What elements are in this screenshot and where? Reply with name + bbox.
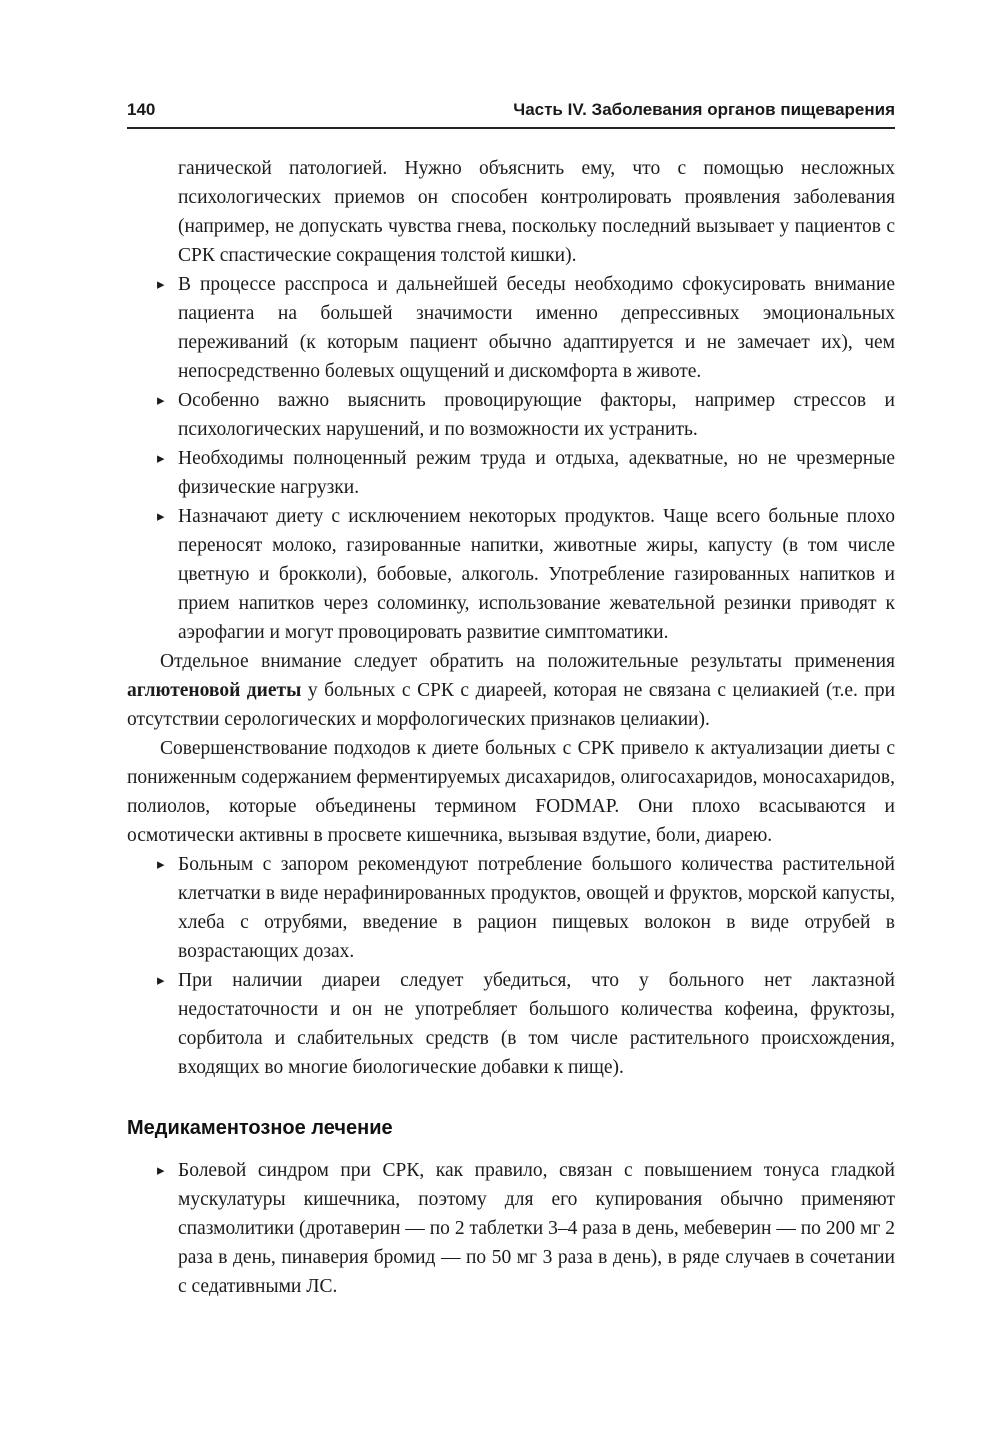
bullet-marker-icon: ▸ (157, 971, 165, 989)
bullet-text (178, 970, 895, 1078)
page-content (127, 129, 895, 1301)
page-number: 140 (127, 100, 156, 119)
bullet-item (127, 386, 895, 444)
bullet-marker-icon: ▸ (157, 275, 165, 293)
bullet-item (127, 502, 895, 647)
text-run-bold: аглютеновой диеты (127, 680, 302, 701)
body-paragraph (127, 734, 895, 850)
text-run: ганической патологией. Нужно объяснить ему, что с помощью несложных психологических приемов он способен контролировать проявления заболевания (например, не допускать чувства гнева, поскольку последний вызывает у пациентов с СРК спастические сокращения толстой кишки). (178, 158, 895, 266)
text-run: Необходимы полноценный режим труда и отдыха, адекватные, но не чрезмерные физические нагрузки. (178, 448, 895, 498)
text-run: При наличии диареи следует убедиться, что у больного нет лактазной недостаточности и он не употребляет большого количества кофеина, фруктозы, сорбитола и слабительных средств (в том числе растительного происхождения, входящих во многие биологические добавки к пище). (178, 970, 895, 1078)
bullet-text (178, 854, 895, 962)
bullet-text (178, 1160, 895, 1297)
text-run: Особенно важно выяснить провоцирующие факторы, например стрессов и психологических нарушений, и по возможности их устранить. (178, 390, 895, 440)
bullet-marker-icon: ▸ (157, 855, 165, 873)
continuation-paragraph (178, 154, 895, 270)
bullet-marker-icon: ▸ (157, 449, 165, 467)
running-header (127, 100, 895, 129)
bullet-marker-icon: ▸ (157, 507, 165, 525)
bullet-text (178, 390, 895, 440)
bullet-text (178, 448, 895, 498)
text-run: Совершенствование подходов к диете больных с СРК привело к актуализации диеты с пониженным содержанием ферментируемых дисахаридов, олигосахаридов, моносахаридов, полиолов, которые объединены термином FODMAP. Они плохо всасываются и осмотически активны в просвете кишечника, вызывая вздутие, боли, диарею. (127, 738, 895, 846)
text-run: Отдельное внимание следует обратить на положительные результаты применения (160, 651, 895, 672)
bullet-item (127, 1156, 895, 1301)
text-run: Болевой синдром при СРК, как правило, связан с повышением тонуса гладкой мускулатуры кишечника, поэтому для его купирования обычно применяют спазмолитики (дротаверин — по 2 таблетки 3–4 раза в день, мебеверин — по 200 мг 2 раза в день, пинаверия бромид — по 50 мг 3 раза в день), в ряде случаев в сочетании с седативными ЛС. (178, 1160, 895, 1297)
bullet-text (178, 506, 895, 643)
bullet-text (178, 274, 895, 382)
bullet-item (127, 850, 895, 966)
text-run: В процессе расспроса и дальнейшей беседы необходимо сфокусировать внимание пациента на большей значимости именно депрессивных эмоциональных переживаний (к которым пациент обычно адаптируется и не замечает их), чем непосредственно болевых ощущений и дискомфорта в животе. (178, 274, 895, 382)
bullet-marker-icon: ▸ (157, 1161, 165, 1179)
text-run: Назначают диету с исключением некоторых продуктов. Чаще всего больные плохо переносят молоко, газированные напитки, животные жиры, капусту (в том числе цветную и брокколи), бобовые, алкоголь. Употребление газированных напитков и прием напитков через соломинку, использование жевательной резинки приводят к аэрофагии и могут провоцировать развитие симптоматики. (178, 506, 895, 643)
text-run: у больных с СРК с диареей, которая не связана с целиакией (т.е. при отсутствии серологических и морфологических признаков целиакии). (127, 680, 896, 730)
text-run: Больным с запором рекомендуют потребление большого количества растительной клетчатки в виде нерафинированных продуктов, овощей и фруктов, морской капусты, хлеба с отрубями, введение в рацион пищевых волокон в виде отрубей в возрастающих дозах. (178, 854, 895, 962)
bullet-marker-icon: ▸ (157, 391, 165, 409)
bullet-item (127, 444, 895, 502)
body-paragraph (127, 647, 895, 734)
running-title: Часть IV. Заболевания органов пищеварения (513, 100, 895, 119)
bullet-item (127, 966, 895, 1082)
bullet-item (127, 270, 895, 386)
section-heading: Медикаментозное лечение (127, 1117, 393, 1139)
